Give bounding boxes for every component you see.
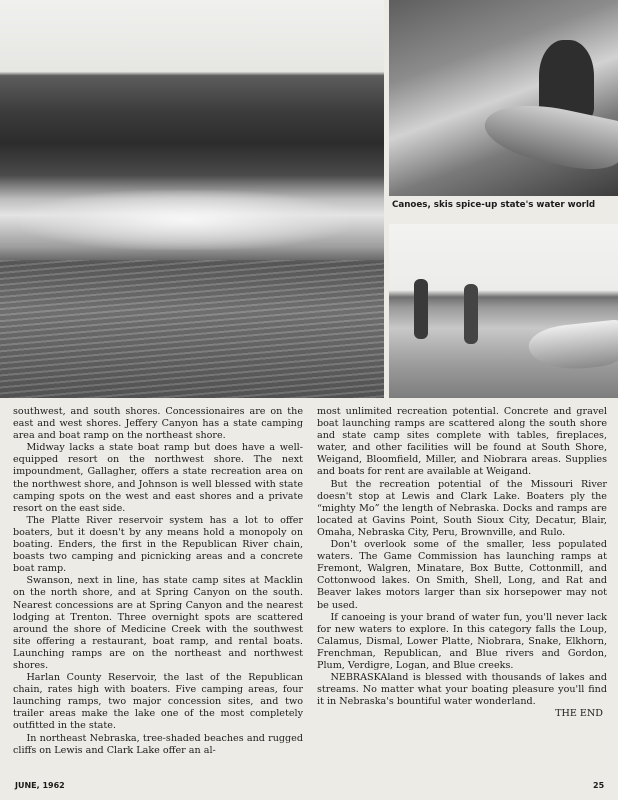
- canoe-photo: [389, 0, 618, 196]
- paragraph: Swanson, next in line, has state camp sites at Macklin on the north shore, and at Spring Canyon on the south. Nearest concessions are at Spring Canyon and the nearest lodging at Trenton. Three overnight spots are scattered around the shore of Medicine Creek with the southwest site offering a restaurant, boat ramp, and rental boats. Launching ramps are on the northeast and northwest shores.: [13, 575, 303, 671]
- canoe-shape: [480, 94, 618, 177]
- paragraph: Harlan County Reservoir, the last of the Republican chain, rates high with boaters. Five camping areas, four launching ramps, two major concession sites, and two trailer areas make the lake one of the most completely outfitted in the state.: [13, 672, 303, 732]
- article-column-right: [317, 406, 607, 720]
- paragraph: In northeast Nebraska, tree-shaded beaches and rugged cliffs on Lewis and Clark Lake offer an al-: [13, 732, 303, 756]
- skier-figure: [414, 279, 428, 339]
- article-column-left: [13, 406, 303, 757]
- water-ripples: [0, 260, 384, 398]
- paragraph: most unlimited recreation potential. Concrete and gravel boat launching ramps are scattered along the south shore and state camp sites complete with tables, fireplaces, water, and other facilities will be found at South Shore, Weigand, Bloomfield, Miller, and Niobrara areas. Supplies and boats for rent are available at Weigand.: [317, 406, 607, 478]
- water-ski-photo: [389, 224, 618, 398]
- paragraph: Don't overlook some of the smaller, less populated waters. The Game Commission has launching ramps at Fremont, Walgren, Minatare, Box Butte, Cottonmill, and Cottonwood lakes. On Smith, Shell, Long, and Rat and Beaver lakes motors larger than six horsepower may not be used.: [317, 539, 607, 611]
- paragraph: southwest, and south shores. Concessionaires are on the east and west shores. Jeffery Canyon has a state camping area and boat ramp on the northeast shore.: [13, 406, 303, 442]
- paragraph: But the recreation potential of the Missouri River doesn't stop at Lewis and Clark Lake. Boaters ply the “mighty Mo” the length of Nebraska. Docks and ramps are located at Gavins Point, South Sioux City, Decatur, Blair, Omaha, Nebraska City, Peru, Brownville, and Rulo.: [317, 478, 607, 538]
- paragraph: Midway lacks a state boat ramp but does have a well-equipped resort on the northwest shore. The next impoundment, Gallagher, offers a state recreation area on the northwest shore, and Johnson is well blessed with state camping spots on the west and east shores and a private resort on the east side.: [13, 442, 303, 514]
- photo-caption: Canoes, skis spice-up state's water world: [392, 200, 596, 210]
- paragraph: NEBRASKAland is blessed with thousands of lakes and streams. No matter what your boating pleasure you'll find it in Nebraska's bountiful water wonderland.: [317, 672, 607, 708]
- paragraph: The Platte River reservoir system has a lot to offer boaters, but it doesn't by any means hold a monopoly on boating. Enders, the first in the Republican River chain, boasts two camping and picnicking areas and a concrete boat ramp.: [13, 514, 303, 575]
- issue-date: JUNE, 1962: [15, 781, 65, 790]
- lake-photo: [0, 0, 384, 398]
- page-number: 25: [593, 781, 605, 790]
- mist-shape: [20, 190, 350, 250]
- motorboat-shape: [527, 319, 618, 374]
- the-end-mark: THE END: [555, 708, 603, 720]
- skier-figure: [464, 284, 478, 344]
- paragraph: If canoeing is your brand of water fun, you'll never lack for new waters to explore. In this category falls the Loup, Calamus, Dismal, Lower Platte, Niobrara, Snake, Elkhorn, Frenchman, Republican, and Blue rivers and Gordon, Plum, Verdigre, Logan, and Blue creeks.: [317, 611, 607, 671]
